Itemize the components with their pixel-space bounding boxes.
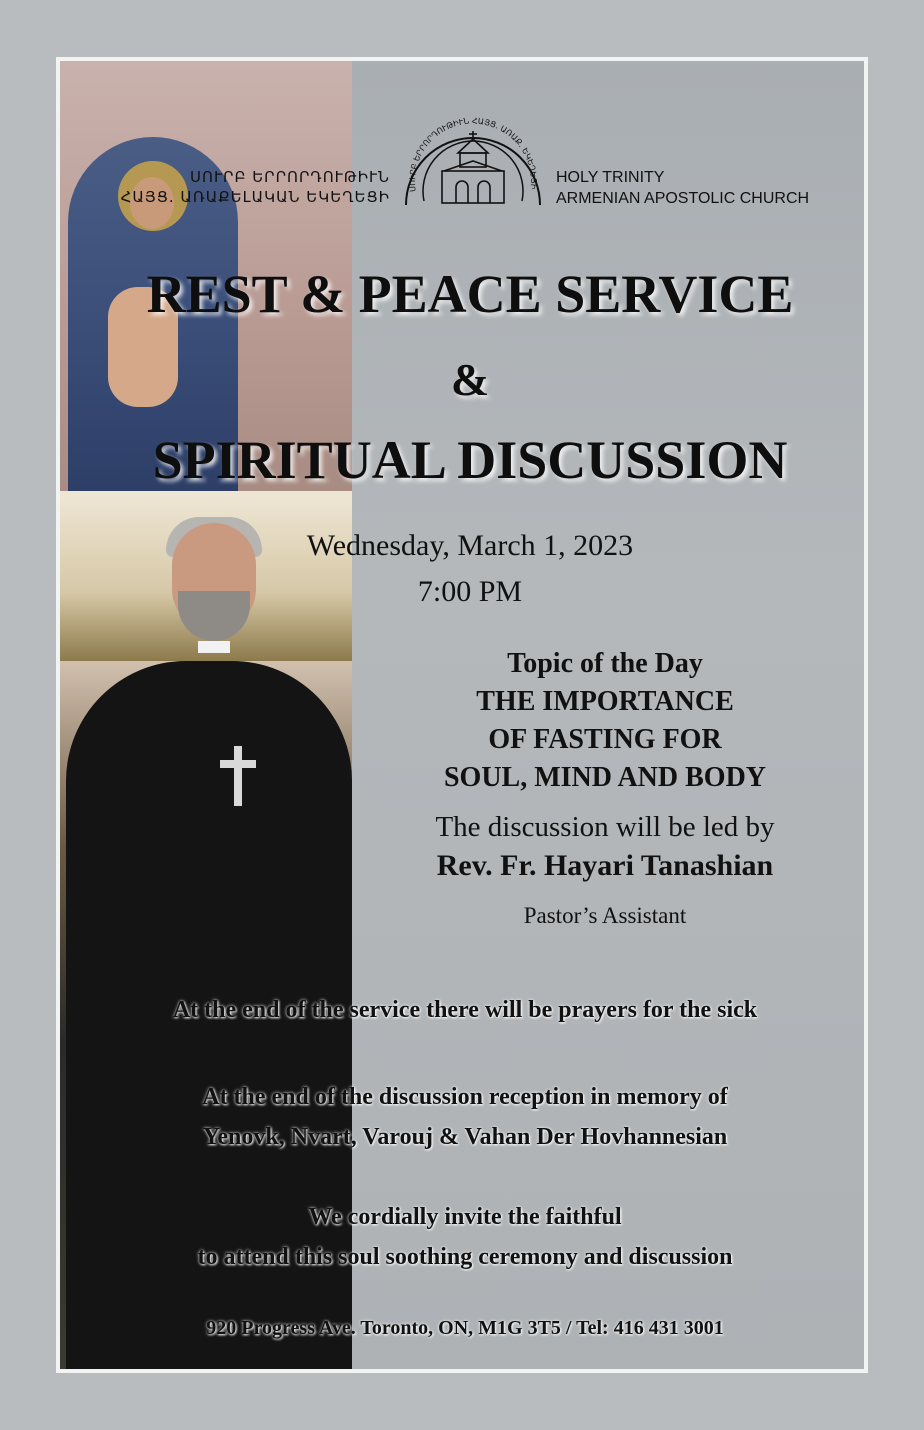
armenian-line-2: ՀԱՅՑ. ԱՌԱՔԵԼԱԿԱՆ ԵԿԵՂԵՑԻ [120,188,390,206]
title-line-1: REST & PEACE SERVICE [146,264,794,324]
speaker-role: Pastor’s Assistant [523,903,687,928]
topic-heading: Topic of the Day [507,648,703,679]
reception-line-2: Yenovk, Nvart, Varouj & Vahan Der Hovhannesian [202,1124,728,1150]
invite-line-2: to attend this soul soothing ceremony and discussion [197,1244,733,1270]
priest-collar [198,641,230,653]
title-ampersand: & [450,354,490,405]
priest-photo [60,61,352,1369]
logo-ring-text: ՍՈՒՐԲ ԵՐՐՈՐԴՈՒԹԻՒՆ ՀԱՅՑ. ԱՌԱՔ. ԵԿԵՂԵՑԻ [407,116,539,193]
flyer [56,57,868,1373]
title-line-3: SPIRITUAL DISCUSSION [152,430,788,490]
armenian-line-1: ՍՈՒՐԲ ԵՐՐՈՐԴՈՒԹԻՒՆ [190,168,390,186]
english-church-name [556,167,856,209]
topic-block [380,645,830,797]
topic-line-2: OF FASTING FOR [488,724,722,755]
english-line-2: ARMENIAN APOSTOLIC CHURCH [556,190,810,207]
topic-line-3: SOUL, MIND AND BODY [443,762,767,793]
english-line-1: HOLY TRINITY [556,169,665,186]
reception-line-1: At the end of the discussion reception in memory of [202,1084,728,1110]
cross-icon [220,746,256,806]
armenian-church-name [90,167,390,207]
prayers-note: At the end of the service there will be prayers for the sick [172,997,758,1023]
event-date: Wednesday, March 1, 2023 [306,529,634,562]
speaker-name: Rev. Fr. Hayari Tanashian [436,849,774,882]
reception-note [100,1077,830,1157]
invitation-note [100,1197,830,1277]
speaker-intro: The discussion will be led by [435,811,775,843]
invite-line-1: We cordially invite the faithful [308,1204,622,1230]
topic-line-1: THE IMPORTANCE [476,686,734,717]
address-footer: 920 Progress Ave. Toronto, ON, M1G 3T5 / Tel: 416 431 3001 [206,1317,724,1339]
church-logo-icon [398,105,548,215]
event-time: 7:00 PM [417,575,523,608]
